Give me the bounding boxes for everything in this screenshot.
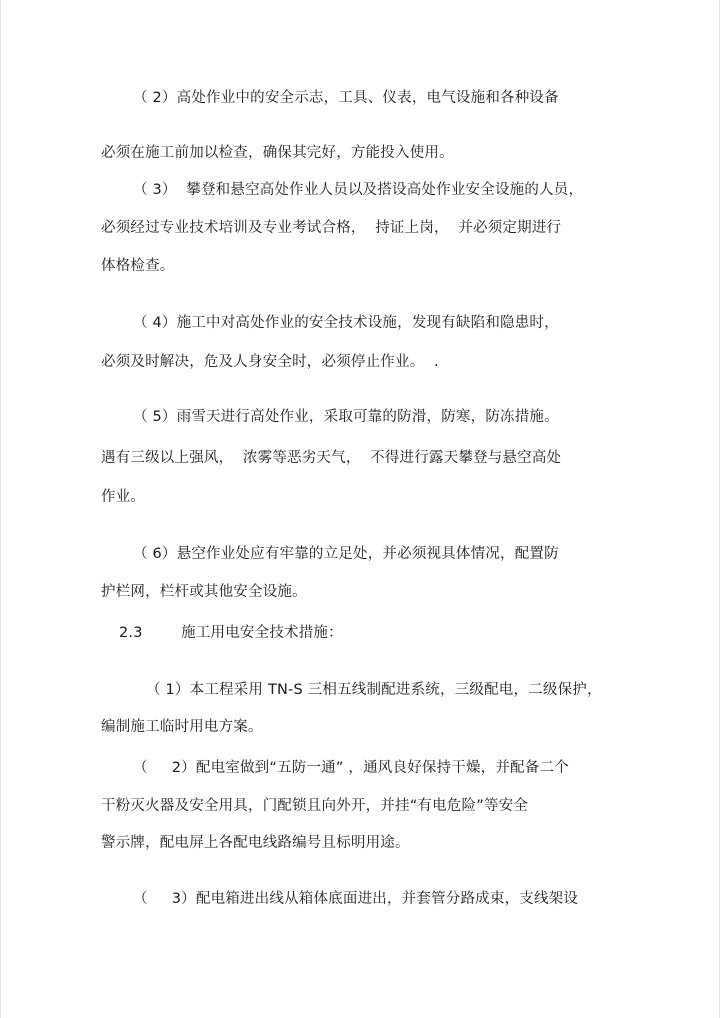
text-line: 必须经过专业技术培训及专业考试合格， 持证上岗， 并必须定期进行 [101, 220, 562, 236]
text-line: 干粉灭火器及安全用具，门配锁且向外开，并挂“有电危险”等安全 [101, 798, 529, 814]
text-line: （ 3）配电箱进出线从箱体底面进出，并套管分路成束，支线架设 [133, 891, 579, 907]
text-line: 警示牌，配电屏上各配电线路编号且标明用途。 [101, 835, 410, 851]
text-line: （ 2）配电室做到“五防一通” ，通风良好保持干燥，并配备二个 [133, 760, 569, 776]
text-line: （ 2）高处作业中的安全示志，工具、仪表，电气设施和各种设备 [133, 90, 559, 106]
text-line: 必须在施工前加以检查，确保其完好，方能投入使用。 [101, 145, 454, 161]
text-line: 遇有三级以上强风， 浓雾等恶劣天气， 不得进行露天攀登与悬空高处 [101, 450, 562, 466]
text-line: 护栏网，栏杆或其他安全设施。 [101, 584, 307, 600]
text-line: （ 3） 攀登和悬空高处作业人员以及搭设高处作业安全设施的人员， [133, 182, 584, 198]
text-line: 作业。 [101, 489, 146, 505]
text-line: 编制施工临时用电方案。 [101, 719, 263, 735]
text-line: （ 1）本工程采用 TN-S 三相五线制配进系统，三级配电，二级保护， [146, 682, 602, 698]
section-heading: 2.3 施工用电安全技术措施： [119, 625, 343, 641]
text-line: （ 5）雨雪天进行高处作业，采取可靠的防滑，防寒，防冻措施。 [133, 409, 559, 425]
text-line: （ 4）施工中对高处作业的安全技术设施，发现有缺陷和隐患时， [133, 315, 559, 331]
text-line: 必须及时解决，危及人身安全时，必须停止作业。 . [101, 354, 439, 370]
text-line: （ 6）悬空作业处应有牢靠的立足处，并必须视具体情况，配置防 [133, 546, 559, 562]
text-line: 体格检查。 [101, 258, 175, 274]
